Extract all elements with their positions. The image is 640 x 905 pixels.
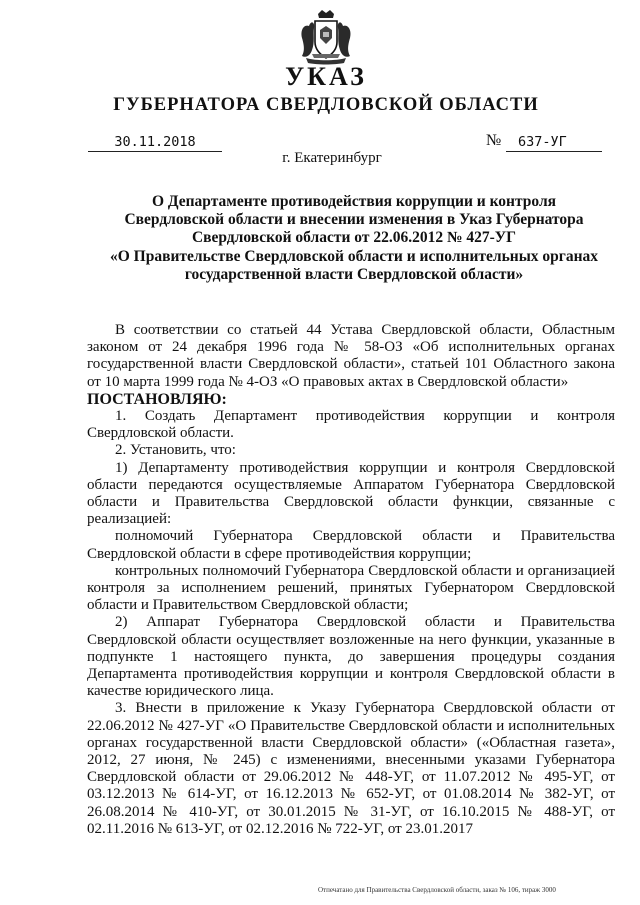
subparagraph-2-1: 1) Департаменту противодействия коррупции и контроля Свердловской области передаются осуществляемые Аппаратом Губернатора Свердловской области и Правительства Свердловской области функции, связанные с реализацией: [87,459,615,528]
document-issuer-title: ГУБЕРНАТОРА СВЕРДЛОВСКОЙ ОБЛАСТИ [113,95,539,115]
heading-line: «О Правительстве Свердловской области и исполнительных органах [109,247,599,265]
subparagraph-2-2: 2) Аппарат Губернатора Свердловской области и Правительства Свердловской области осуществляет возложенные на него функции, указанные в подпункте 1 настоящего пункта, до завершения процедуры создания Департамента противодействия коррупции и контроля Свердловской области в качестве юридического лица. [87,614,615,700]
subparagraph-2-1-a: полномочий Губернатора Свердловской области и Правительства Свердловской области в сфере противодействия коррупции; [87,528,615,562]
heading-line: Свердловской области и внесении изменения в Указ Губернатора [124,211,584,229]
coat-of-arms-icon [296,8,356,66]
decree-number: 637-УГ [506,134,602,152]
subparagraph-2-1-b: контрольных полномочий Губернатора Свердловской области и организацией контроля за исполнением решений, принятых Губернатором Свердловской области и Правительством Свердловской области; [87,562,615,614]
preamble-paragraph: В соответствии со статьей 44 Устава Свердловской области, Областным законом от 24 декабря 1996 года № 58-ОЗ «Об исполнительных органах государственной власти Свердловской области», статьей 101 Областного закона от 10 марта 1999 года № 4-ОЗ «О правовых актах в Свердловской области» [87,322,615,390]
decree-city: г. Екатеринбург [282,150,382,166]
decree-heading [86,193,622,284]
heading-line: Свердловской области от 22.06.2012 № 427-УГ [191,229,517,247]
paragraph-2: 2. Установить, что: [115,442,236,459]
decree-date: 30.11.2018 [88,134,222,152]
decree-body [87,322,615,838]
heading-line: государственной власти Свердловской области» [184,265,524,283]
decree-number-label: № [486,132,502,149]
document-type-title: УКАЗ [285,62,367,91]
paragraph-3: 3. Внести в приложение к Указу Губернатора Свердловской области от 22.06.2012 № 427-УГ «О Правительстве Свердловской области и исполнительных органах государственной власти Свердловской области» («Областная газета», 2012, 27 июня, № 245) с изменениями, внесенными указами Губернатора Свердловской области от 29.06.2012 № 448-УГ, от 11.07.2012 № 495-УГ, от 03.12.2013 № 614-УГ, от 16.12.2013 № 652-УГ, от 01.08.2014 № 382-УГ, от 26.08.2014 № 410-УГ, от 30.01.2015 № 31-УГ, от 16.10.2015 № 488-УГ, от 02.11.2016 № 613-УГ, от 02.12.2016 № 722-УГ, от 23.01.2017 [87,700,615,837]
print-footer: Отпечатано для Правительства Свердловской области, заказ № 106, тираж 3000 [318,886,556,894]
paragraph-1: 1. Создать Департамент противодействия коррупции и контроля Свердловской области. [87,408,615,442]
heading-line: О Департаменте противодействия коррупции и контроля [151,193,557,210]
resolve-heading: ПОСТАНОВЛЯЮ: [87,390,227,408]
